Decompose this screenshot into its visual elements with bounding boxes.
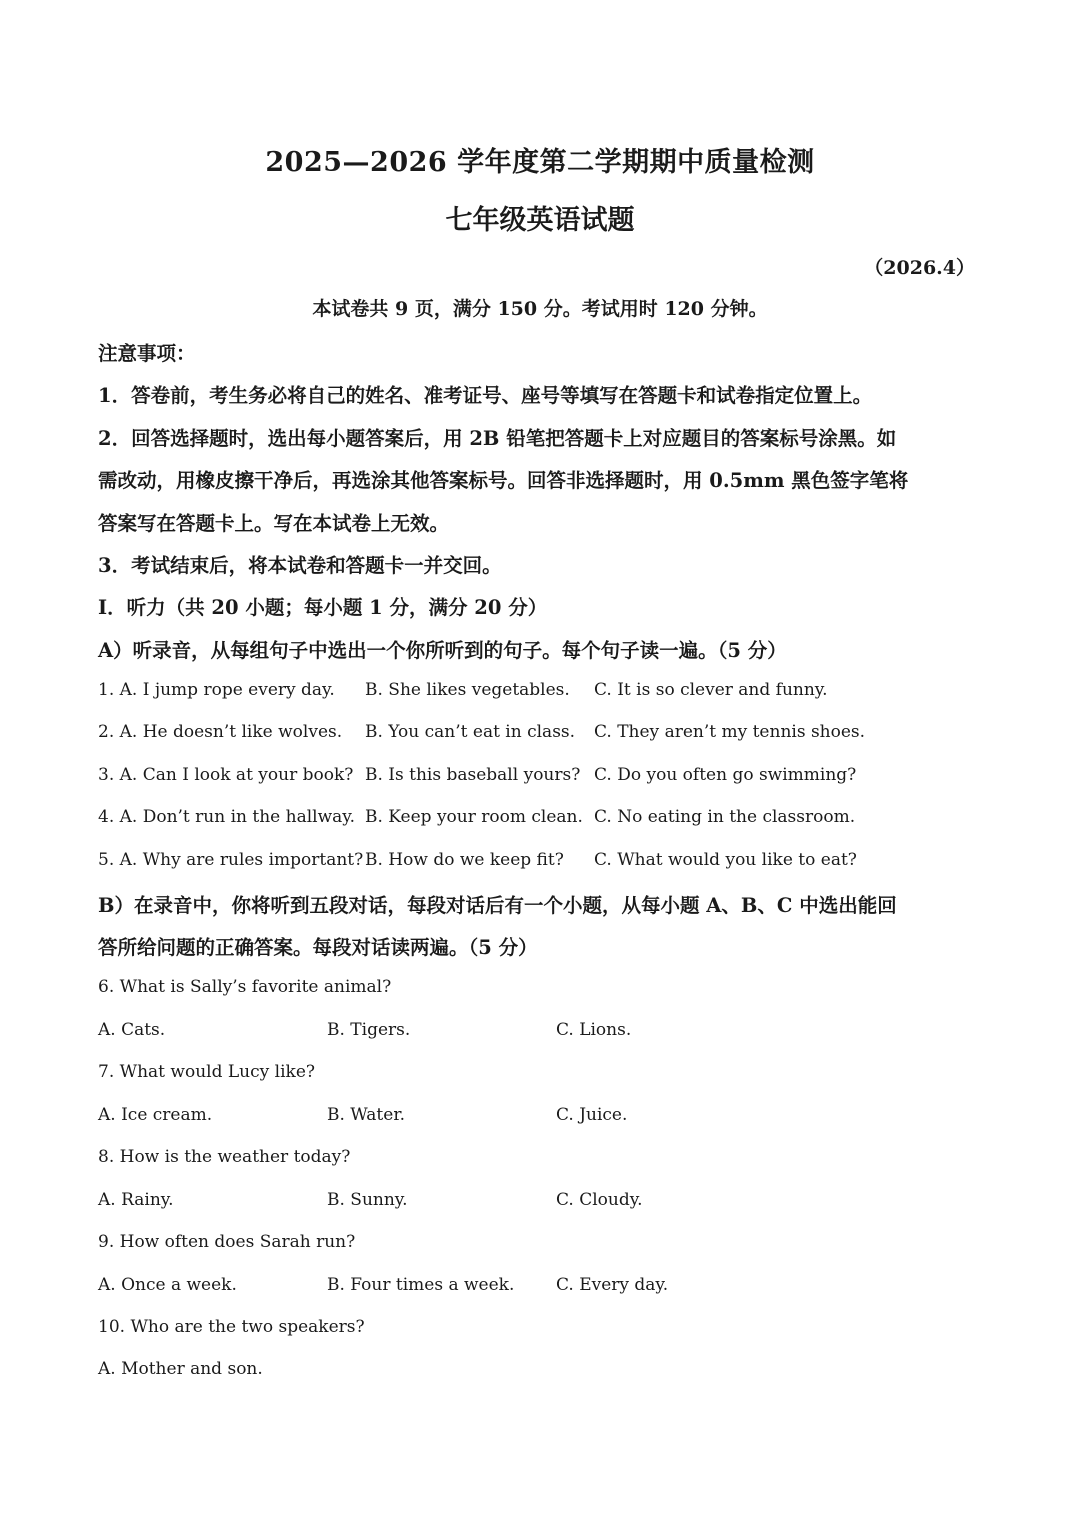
- answer-option: B. Four times a week.: [327, 1275, 515, 1295]
- question-text: 10. Who are the two speakers?: [98, 1317, 365, 1337]
- answer-option: A. Cats.: [98, 1020, 166, 1040]
- part-b-heading-line-1: B）在录音中，你将听到五段对话，每段对话后有一个小题，从每小题 A、B、C 中选出能回: [98, 894, 897, 917]
- answer-option: A. Mother and son.: [98, 1359, 263, 1379]
- answer-option: C. Every day.: [556, 1275, 669, 1295]
- question-text: 6. What is Sally’s favorite animal?: [98, 977, 392, 997]
- part-a-option: 2. A. He doesn’t like wolves.: [98, 722, 343, 742]
- question-text: 8. How is the weather today?: [98, 1147, 351, 1167]
- note-item-3: 3．考试结束后，将本试卷和答题卡一并交回。: [98, 554, 502, 577]
- part-a-option: B. How do we keep fit?: [365, 850, 564, 870]
- answer-option: C. Cloudy.: [556, 1190, 643, 1210]
- part-a-option: B. Keep your room clean.: [365, 807, 583, 827]
- answer-option: B. Sunny.: [327, 1190, 408, 1210]
- part-b-heading-line-2: 答所给问题的正确答案。每段对话读两遍。（5 分）: [98, 936, 538, 959]
- part-a-option: 3. A. Can I look at your book?: [98, 765, 354, 785]
- answer-option: B. Water.: [327, 1105, 405, 1125]
- part-a-option: C. It is so clever and funny.: [594, 680, 828, 700]
- question-text: 7. What would Lucy like?: [98, 1062, 315, 1082]
- answer-option: B. Tigers.: [327, 1020, 411, 1040]
- part-a-option: B. Is this baseball yours?: [365, 765, 581, 785]
- exam-info: 本试卷共 9 页，满分 150 分。考试用时 120 分钟。: [312, 298, 768, 320]
- note-item-1: 1．答卷前，考生务必将自己的姓名、准考证号、座号等填写在答题卡和试卷指定位置上。: [98, 384, 873, 407]
- part-a-option: B. You can’t eat in class.: [365, 722, 576, 742]
- exam-subtitle: 七年级英语试题: [445, 205, 635, 236]
- exam-date: （2026.4）: [864, 257, 975, 279]
- question-text: 9. How often does Sarah run?: [98, 1232, 356, 1252]
- part-a-option: C. Do you often go swimming?: [594, 765, 857, 785]
- answer-option: C. Juice.: [556, 1105, 628, 1125]
- section-1-heading: I．听力（共 20 小题；每小题 1 分，满分 20 分）: [98, 596, 548, 619]
- exam-title: 2025—2026 学年度第二学期期中质量检测: [265, 147, 815, 178]
- answer-option: A. Rainy.: [98, 1190, 174, 1210]
- note-item-2-line-3: 答案写在答题卡上。写在本试卷上无效。: [98, 512, 450, 535]
- part-a-option: B. She likes vegetables.: [365, 680, 570, 700]
- part-a-option: 4. A. Don’t run in the hallway.: [98, 807, 356, 827]
- part-a-option: C. What would you like to eat?: [594, 850, 857, 870]
- note-item-2-line-2: 需改动，用橡皮擦干净后，再选涂其他答案标号。回答非选择题时，用 0.5mm 黑色签字笔将: [98, 469, 909, 492]
- part-a-option: C. No eating in the classroom.: [594, 807, 856, 827]
- part-a-option: 5. A. Why are rules important?: [98, 850, 364, 870]
- answer-option: C. Lions.: [556, 1020, 632, 1040]
- answer-option: A. Once a week.: [98, 1275, 237, 1295]
- part-a-option: 1. A. I jump rope every day.: [98, 680, 335, 700]
- part-a-option: C. They aren’t my tennis shoes.: [594, 722, 866, 742]
- notes-heading: 注意事项：: [98, 342, 196, 365]
- answer-option: A. Ice cream.: [98, 1105, 213, 1125]
- note-item-2-line-1: 2．回答选择题时，选出每小题答案后，用 2B 铅笔把答题卡上对应题目的答案标号涂黑。如: [98, 427, 897, 450]
- part-a-heading: A）听录音，从每组句子中选出一个你所听到的句子。每个句子读一遍。（5 分）: [98, 639, 787, 662]
